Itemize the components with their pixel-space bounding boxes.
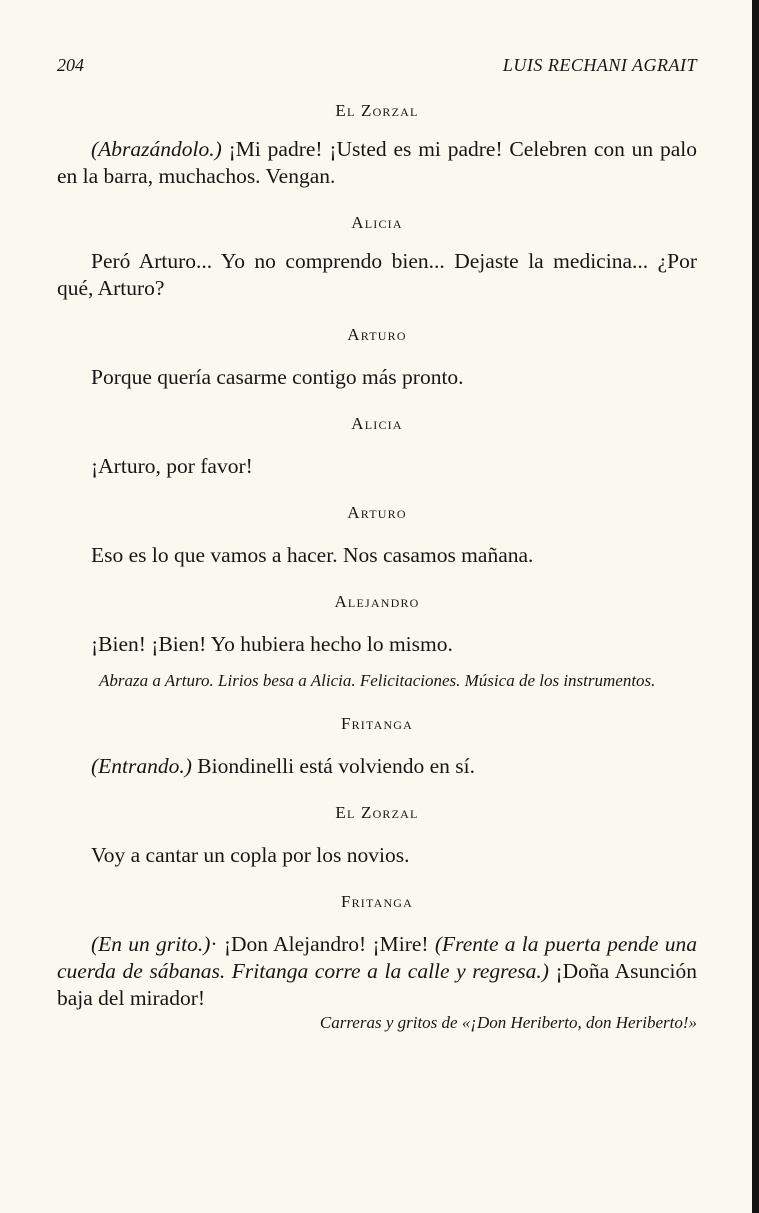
speech-text: Voy a cantar un copla por los novios.: [91, 843, 410, 867]
speech: [57, 364, 697, 391]
speaker-name: Alejandro: [334, 592, 420, 611]
speech-text: ¡Mi padre! ¡Usted es mi padre! Celebren con un palo en la barra, muchachos. Vengan.: [57, 137, 697, 188]
speaker-name: Fritanga: [340, 892, 414, 911]
page-header: [57, 55, 697, 81]
speech-text: Eso es lo que vamos a hacer. Nos casamos mañana.: [91, 543, 534, 567]
speech: [57, 248, 697, 302]
speaker-name: Arturo: [347, 503, 407, 522]
stage-direction: Abraza a Arturo. Lirios besa a Alicia. Felicitaciones. Música de los instrumentos.: [99, 671, 656, 690]
speech-text: ¡Arturo, por favor!: [91, 454, 253, 478]
stage-direction-inline: (Entrando.): [91, 754, 192, 778]
speech-text: ¡Doña Asunción baja del mirador!: [57, 959, 697, 1010]
stage-direction-inline: (En un grito.): [91, 932, 211, 956]
speech-text: Biondinelli está volviendo en sí.: [191, 754, 475, 778]
speaker-name: Arturo: [347, 325, 407, 344]
speech-text: Porque quería casarme contigo más pronto.: [91, 365, 464, 389]
speech: [57, 136, 697, 190]
running-head: LUIS RECHANI AGRAIT: [502, 55, 697, 75]
speaker-name: Fritanga: [340, 714, 414, 733]
speech: [57, 842, 697, 869]
page-number: 204: [57, 55, 84, 75]
speech: [57, 931, 697, 1012]
speech: [57, 631, 697, 658]
speaker-name: El Zorzal: [335, 803, 419, 822]
speaker-name: El Zorzal: [335, 101, 419, 120]
page-edge-shadow: [752, 0, 759, 1213]
play-text: [57, 98, 697, 1033]
speaker-name: Alicia: [351, 213, 403, 232]
speech-text: Peró Arturo... Yo no comprendo bien... Dejaste la medicina... ¿Por qué, Arturo?: [57, 249, 697, 300]
stage-direction-inline: (Frente a la puerta pende una cuerda de sábanas. Fritanga corre a la calle y regresa.): [57, 932, 697, 983]
speech: [57, 542, 697, 569]
speech-text: ¡Bien! ¡Bien! Yo hubiera hecho lo mismo.: [91, 632, 453, 656]
speech-text: · ¡Don Alejandro! ¡Mire!: [210, 932, 435, 956]
stage-direction: Carreras y gritos de «¡Don Heriberto, don Heriberto!»: [319, 1013, 697, 1032]
speaker-name: Alicia: [351, 414, 403, 433]
stage-direction-inline: (Abrazándolo.): [91, 137, 222, 161]
speech: [57, 453, 697, 480]
speech: [57, 753, 697, 780]
